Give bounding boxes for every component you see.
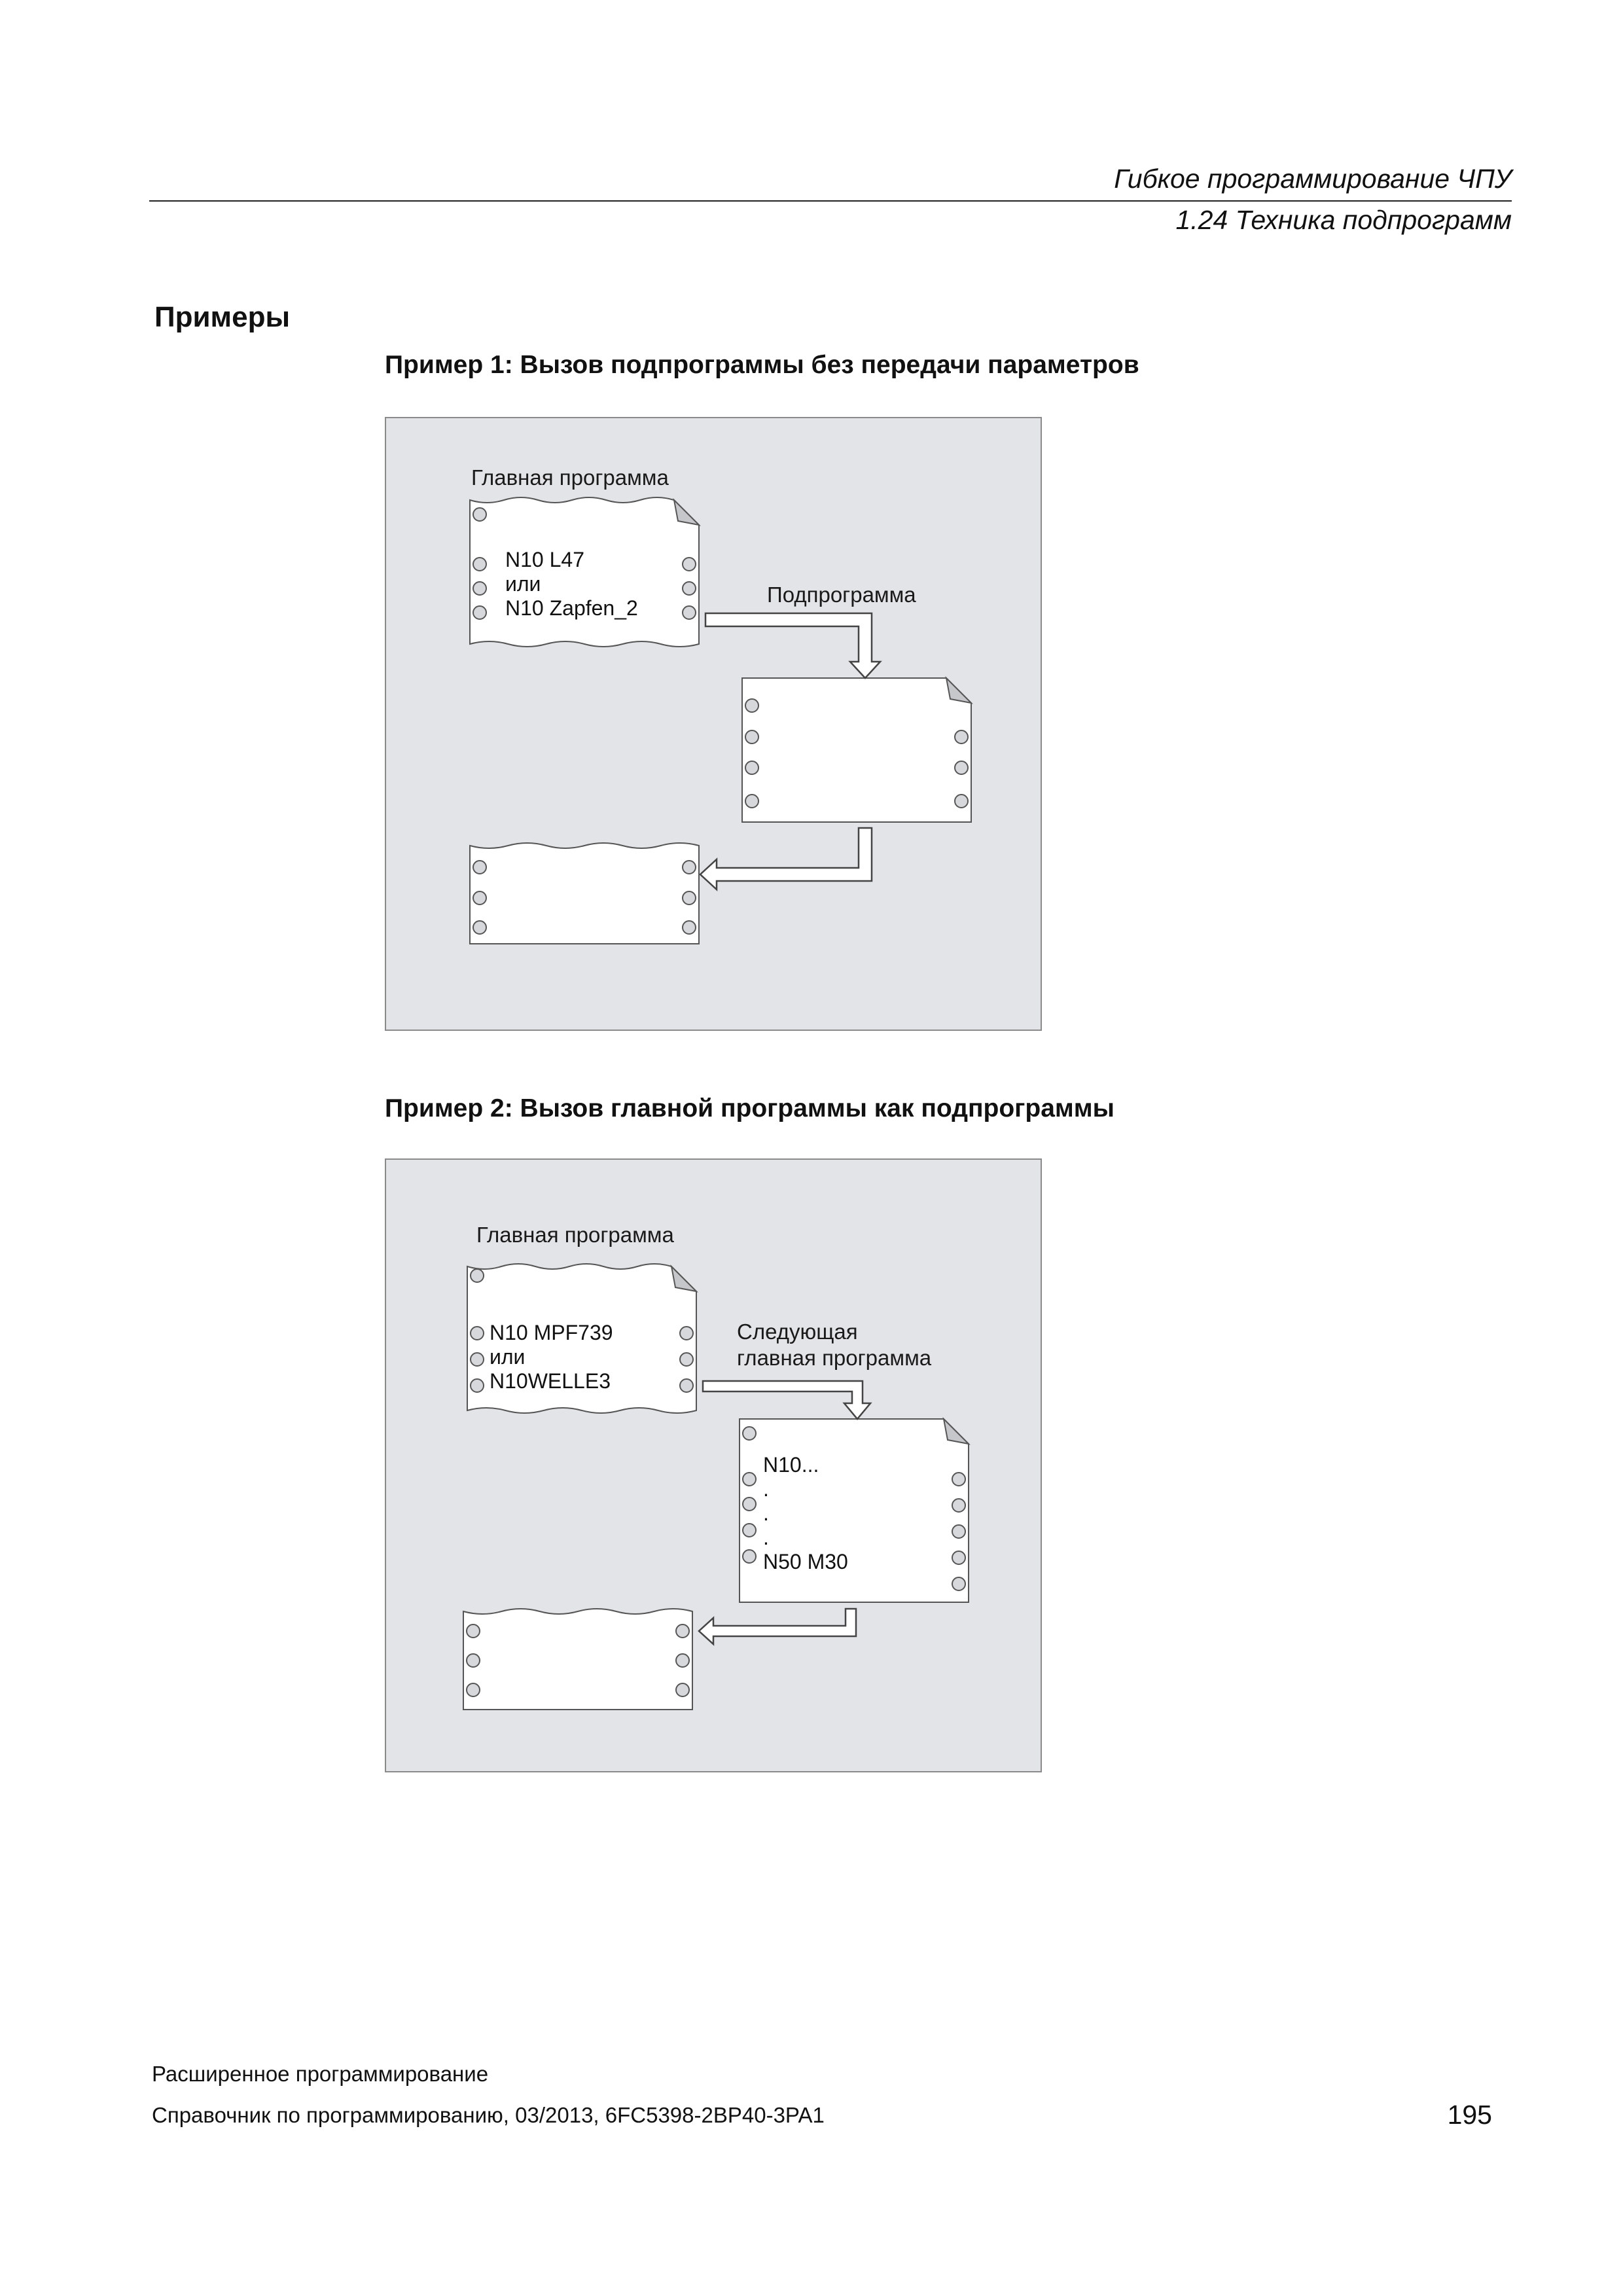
code-line: N10 Zapfen_2 xyxy=(505,596,638,620)
punch-hole xyxy=(683,606,696,619)
example2-main-label: Главная программа xyxy=(476,1223,674,1247)
code-line: N10... xyxy=(763,1453,819,1477)
punch-hole xyxy=(473,508,486,521)
footer-line2: Справочник по программированию, 03/2013, 6FC5398-2BP40-3PA1 xyxy=(152,2103,825,2127)
punch-hole xyxy=(745,730,758,744)
punch-hole xyxy=(745,761,758,774)
punch-hole xyxy=(743,1498,756,1511)
punch-hole xyxy=(471,1327,484,1340)
punch-hole xyxy=(676,1654,689,1667)
punch-hole xyxy=(676,1624,689,1638)
punch-hole xyxy=(743,1524,756,1537)
punch-hole xyxy=(467,1624,480,1638)
punch-hole xyxy=(467,1683,480,1696)
footer-line1: Расширенное программирование xyxy=(152,2062,489,2086)
code-line: N10WELLE3 xyxy=(490,1369,611,1393)
punch-hole xyxy=(955,795,968,808)
punch-hole xyxy=(683,921,696,934)
flow-arrow xyxy=(705,613,880,678)
code-line: или xyxy=(505,572,541,596)
folded-corner xyxy=(944,1419,969,1444)
example1-title: Пример 1: Вызов подпрограммы без передачи параметров xyxy=(385,351,1139,379)
folded-corner xyxy=(674,500,699,525)
punch-hole xyxy=(471,1353,484,1366)
flow-arrow xyxy=(703,1381,870,1419)
punch-hole xyxy=(473,558,486,571)
punch-hole xyxy=(683,861,696,874)
header-rule xyxy=(149,200,1512,202)
page-number: 195 xyxy=(1447,2100,1492,2130)
program-sheet xyxy=(742,678,971,822)
punch-hole xyxy=(955,730,968,744)
punch-hole xyxy=(680,1327,693,1340)
code-line: N10 MPF739 xyxy=(490,1321,613,1344)
punch-hole xyxy=(473,582,486,595)
example2-figure xyxy=(385,1158,1042,1772)
punch-hole xyxy=(471,1269,484,1282)
example1-diagram xyxy=(386,418,1041,1030)
punch-hole xyxy=(952,1525,965,1538)
punch-hole xyxy=(680,1379,693,1392)
punch-hole xyxy=(952,1473,965,1486)
example1-figure xyxy=(385,417,1042,1031)
examples-heading: Примеры xyxy=(154,301,291,333)
flow-arrow xyxy=(699,1609,856,1644)
folded-corner xyxy=(946,678,971,703)
punch-hole xyxy=(952,1551,965,1564)
punch-hole xyxy=(683,582,696,595)
punch-hole xyxy=(743,1427,756,1440)
example1-sub-label: Подпрограмма xyxy=(767,583,916,607)
example2-code xyxy=(490,1321,613,1393)
punch-hole xyxy=(743,1473,756,1486)
punch-hole xyxy=(473,606,486,619)
punch-hole xyxy=(680,1353,693,1366)
punch-hole xyxy=(683,558,696,571)
chapter-header: Гибкое программирование ЧПУ xyxy=(1114,164,1512,194)
punch-hole xyxy=(471,1379,484,1392)
code-line: или xyxy=(490,1345,526,1369)
section-header: 1.24 Техника подпрограмм xyxy=(1175,205,1512,235)
punch-hole xyxy=(952,1577,965,1590)
punch-hole xyxy=(955,761,968,774)
example1-code xyxy=(505,548,638,620)
code-line: N50 M30 xyxy=(763,1550,848,1573)
example2-sub-code xyxy=(763,1453,848,1574)
code-line: N10 L47 xyxy=(505,548,584,571)
example2-next-label-line1: Следующая xyxy=(737,1319,858,1344)
flow-arrow xyxy=(700,828,872,889)
punch-hole xyxy=(952,1499,965,1512)
code-line: . xyxy=(763,1477,769,1501)
punch-hole xyxy=(473,861,486,874)
punch-hole xyxy=(467,1654,480,1667)
example2-diagram xyxy=(386,1160,1041,1771)
code-line: . xyxy=(763,1526,769,1549)
punch-hole xyxy=(473,921,486,934)
example1-main-label: Главная программа xyxy=(471,465,669,490)
punch-hole xyxy=(743,1550,756,1563)
punch-hole xyxy=(683,891,696,905)
program-sheet xyxy=(470,843,699,944)
code-line: . xyxy=(763,1501,769,1525)
example2-title: Пример 2: Вызов главной программы как подпрограммы xyxy=(385,1094,1115,1122)
punch-hole xyxy=(473,891,486,905)
punch-hole xyxy=(745,795,758,808)
punch-hole xyxy=(676,1683,689,1696)
example2-next-label-line2: главная программа xyxy=(737,1346,932,1370)
folded-corner xyxy=(671,1266,696,1291)
program-sheet xyxy=(463,1609,692,1710)
punch-hole xyxy=(745,699,758,712)
